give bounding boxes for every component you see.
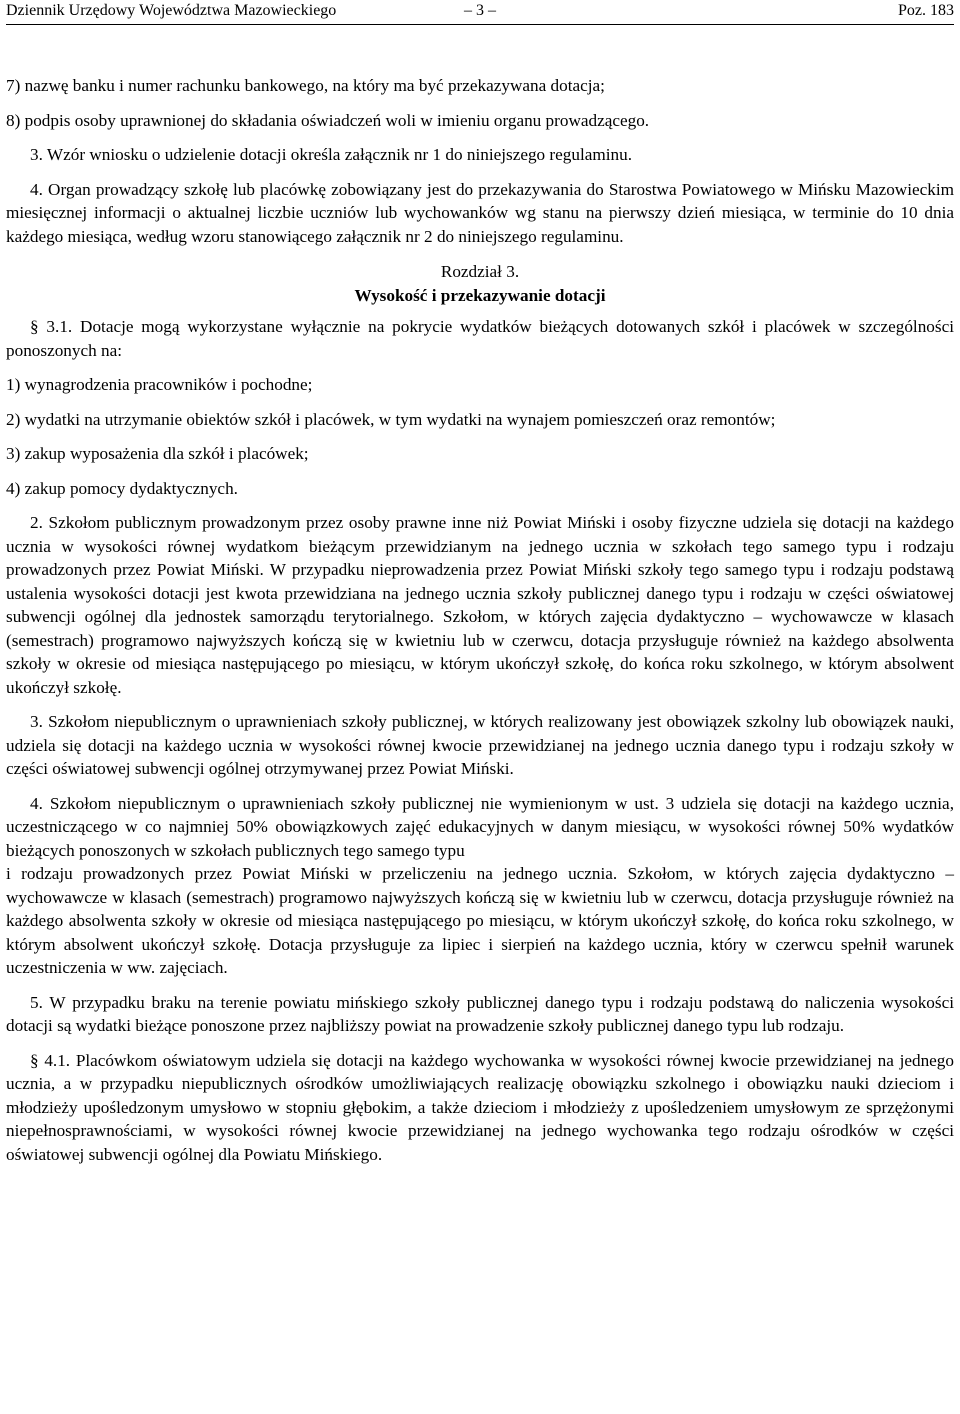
paragraph-3: 3. Wzór wniosku o udzielenie dotacji określa załącznik nr 1 do niniejszego regulaminu.	[30, 145, 633, 164]
list-item-7: 7) nazwę banku i numer rachunku bankowego, na który ma być przekazywana dotacja;	[6, 76, 605, 95]
list-item-4: 4) zakup pomocy dydaktycznych.	[6, 478, 238, 498]
list-item-1: 1) wynagrodzenia pracowników i pochodne;	[6, 375, 313, 394]
section-3-5: 5. W przypadku braku na terenie powiatu mińskiego szkoły publicznej danego typu i rodzaju podstawą do naliczenia wysokości dotacji są wydatki bieżące ponoszone przez najbliższy powiat na prowadzenie szkoły publicznej danego typu lub rodzaju.	[6, 992, 954, 1035]
section-3-4-continued: i rodzaju prowadzonych przez Powiat Miński w przeliczeniu na jednego ucznia. Szkołom, w których zajęcia dydaktyczno – wychowawcze w klasach (semestrach) programowo najwyższych kończą się w kwietniu lub w czerwcu, dotacja przysługuje również na każdego absolwenta szkoły w okresie od miesiąca następującego po miesiącu, w którym ukończył szkołę, do końca roku szkolnego, w którym absolwent ukończył szkołę. Dotacja przysługuje za lipiec i sierpień na każdego ucznia, który w czerwcu spełnił warunek uczestniczenia w ww. zajęciach.	[6, 864, 954, 977]
document-body	[6, 74, 954, 1166]
section-4-1: § 4.1. Placówkom oświatowym udziela się dotacji na każdego wychowanka w wysokości równej kwocie przewidzianej na jednego ucznia, a w przypadku niepublicznych ośrodków umożliwiających realizację obowiązku szkolnego i obowiązku nauki dzieciom i młodzieży upośledzonym umysłowo w stopniu głębokim, a także dzieciom i młodzieży z upośledzeniem umysłowym ze sprzężonymi niepełnosprawnościami, w wysokości równej kwocie przewidzianej na jednego wychowanka tego rodzaju ośrodków w części oświatowej subwencji ogólnej dla Powiatu Mińskiego.	[6, 1050, 954, 1164]
item-position: Poz. 183	[898, 2, 954, 19]
section-3-3: 3. Szkołom niepublicznym o uprawnieniach szkoły publicznej, w których realizowany jest obowiązek szkolny lub obowiązek nauki, udziela się dotacji na każdego ucznia w wysokości równej kwocie przewidzianej na jednego ucznia danego typu i rodzaju szkoły w części oświatowej subwencji ogólnej otrzymywanej przez Powiat Miński.	[6, 712, 954, 778]
page-header	[6, 0, 954, 25]
chapter-number: Rozdział 3.	[440, 262, 520, 281]
list-item-3: 3) zakup wyposażenia dla szkół i placówek;	[6, 444, 309, 463]
section-3-2: 2. Szkołom publicznym prowadzonym przez osoby prawne inne niż Powiat Miński i osoby fizyczne udziela się dotacji na każdego ucznia w wysokości równej wydatkom bieżącym przewidzianym na jednego ucznia w szkołach tego samego typu i rodzaju prowadzonych przez Powiat Miński. W przypadku nieprowadzenia przez Powiat Miński szkoły tego samego typu i rodzaju podstawą ustalenia wysokości dotacji jest kwota przewidziana na jednego ucznia szkoły publicznej danego typu i rodzaju w części oświatowej subwencji ogólnej dla jednostek samorządu terytorialnego. Szkołom, w których zajęcia dydaktyczno – wychowawcze w klasach (semestrach) programowo najwyższych kończą się w kwietniu lub w czerwcu, dotacja przysługuje również na każdego absolwenta szkoły w okresie od miesiąca następującego po miesiącu, w którym ukończył szkołę, do końca roku szkolnego, w którym absolwent ukończył szkołę.	[6, 513, 954, 697]
journal-title: Dziennik Urzędowy Województwa Mazowieckiego	[6, 2, 337, 19]
section-3-1: § 3.1. Dotacje mogą wykorzystane wyłącznie na pokrycie wydatków bieżących dotowanych szkół i placówek w szczególności ponoszonych na:	[6, 317, 954, 360]
page-number: – 3 –	[464, 2, 496, 19]
paragraph-4: 4. Organ prowadzący szkołę lub placówkę zobowiązany jest do przekazywania do Starostwa Powiatowego w Mińsku Mazowieckim miesięcznej informacji o aktualnej liczbie uczniów lub wychowanków wg stanu na pierwszy dzień miesiąca, w terminie do 10 dnia każdego miesiąca, według wzoru stanowiącego załącznik nr 2 do niniejszego regulaminu.	[6, 179, 954, 246]
chapter-title: Wysokość i przekazywanie dotacji	[354, 285, 606, 305]
section-3-4: 4. Szkołom niepublicznym o uprawnieniach szkoły publicznej nie wymienionym w ust. 3 udziela się dotacji na każdego ucznia, uczestniczącego w co najmniej 50% obowiązkowych zajęć edukacyjnych w danym miesiącu, w wysokości równej 50% wydatków bieżących ponoszonych w szkołach publicznych tego samego typu	[6, 793, 954, 860]
list-item-2: 2) wydatki na utrzymanie obiektów szkół i placówek, w tym wydatki na wynajem pomieszczeń oraz remontów;	[6, 409, 776, 429]
list-item-8: 8) podpis osoby uprawnionej do składania oświadczeń woli w imieniu organu prowadzącego.	[6, 110, 650, 130]
